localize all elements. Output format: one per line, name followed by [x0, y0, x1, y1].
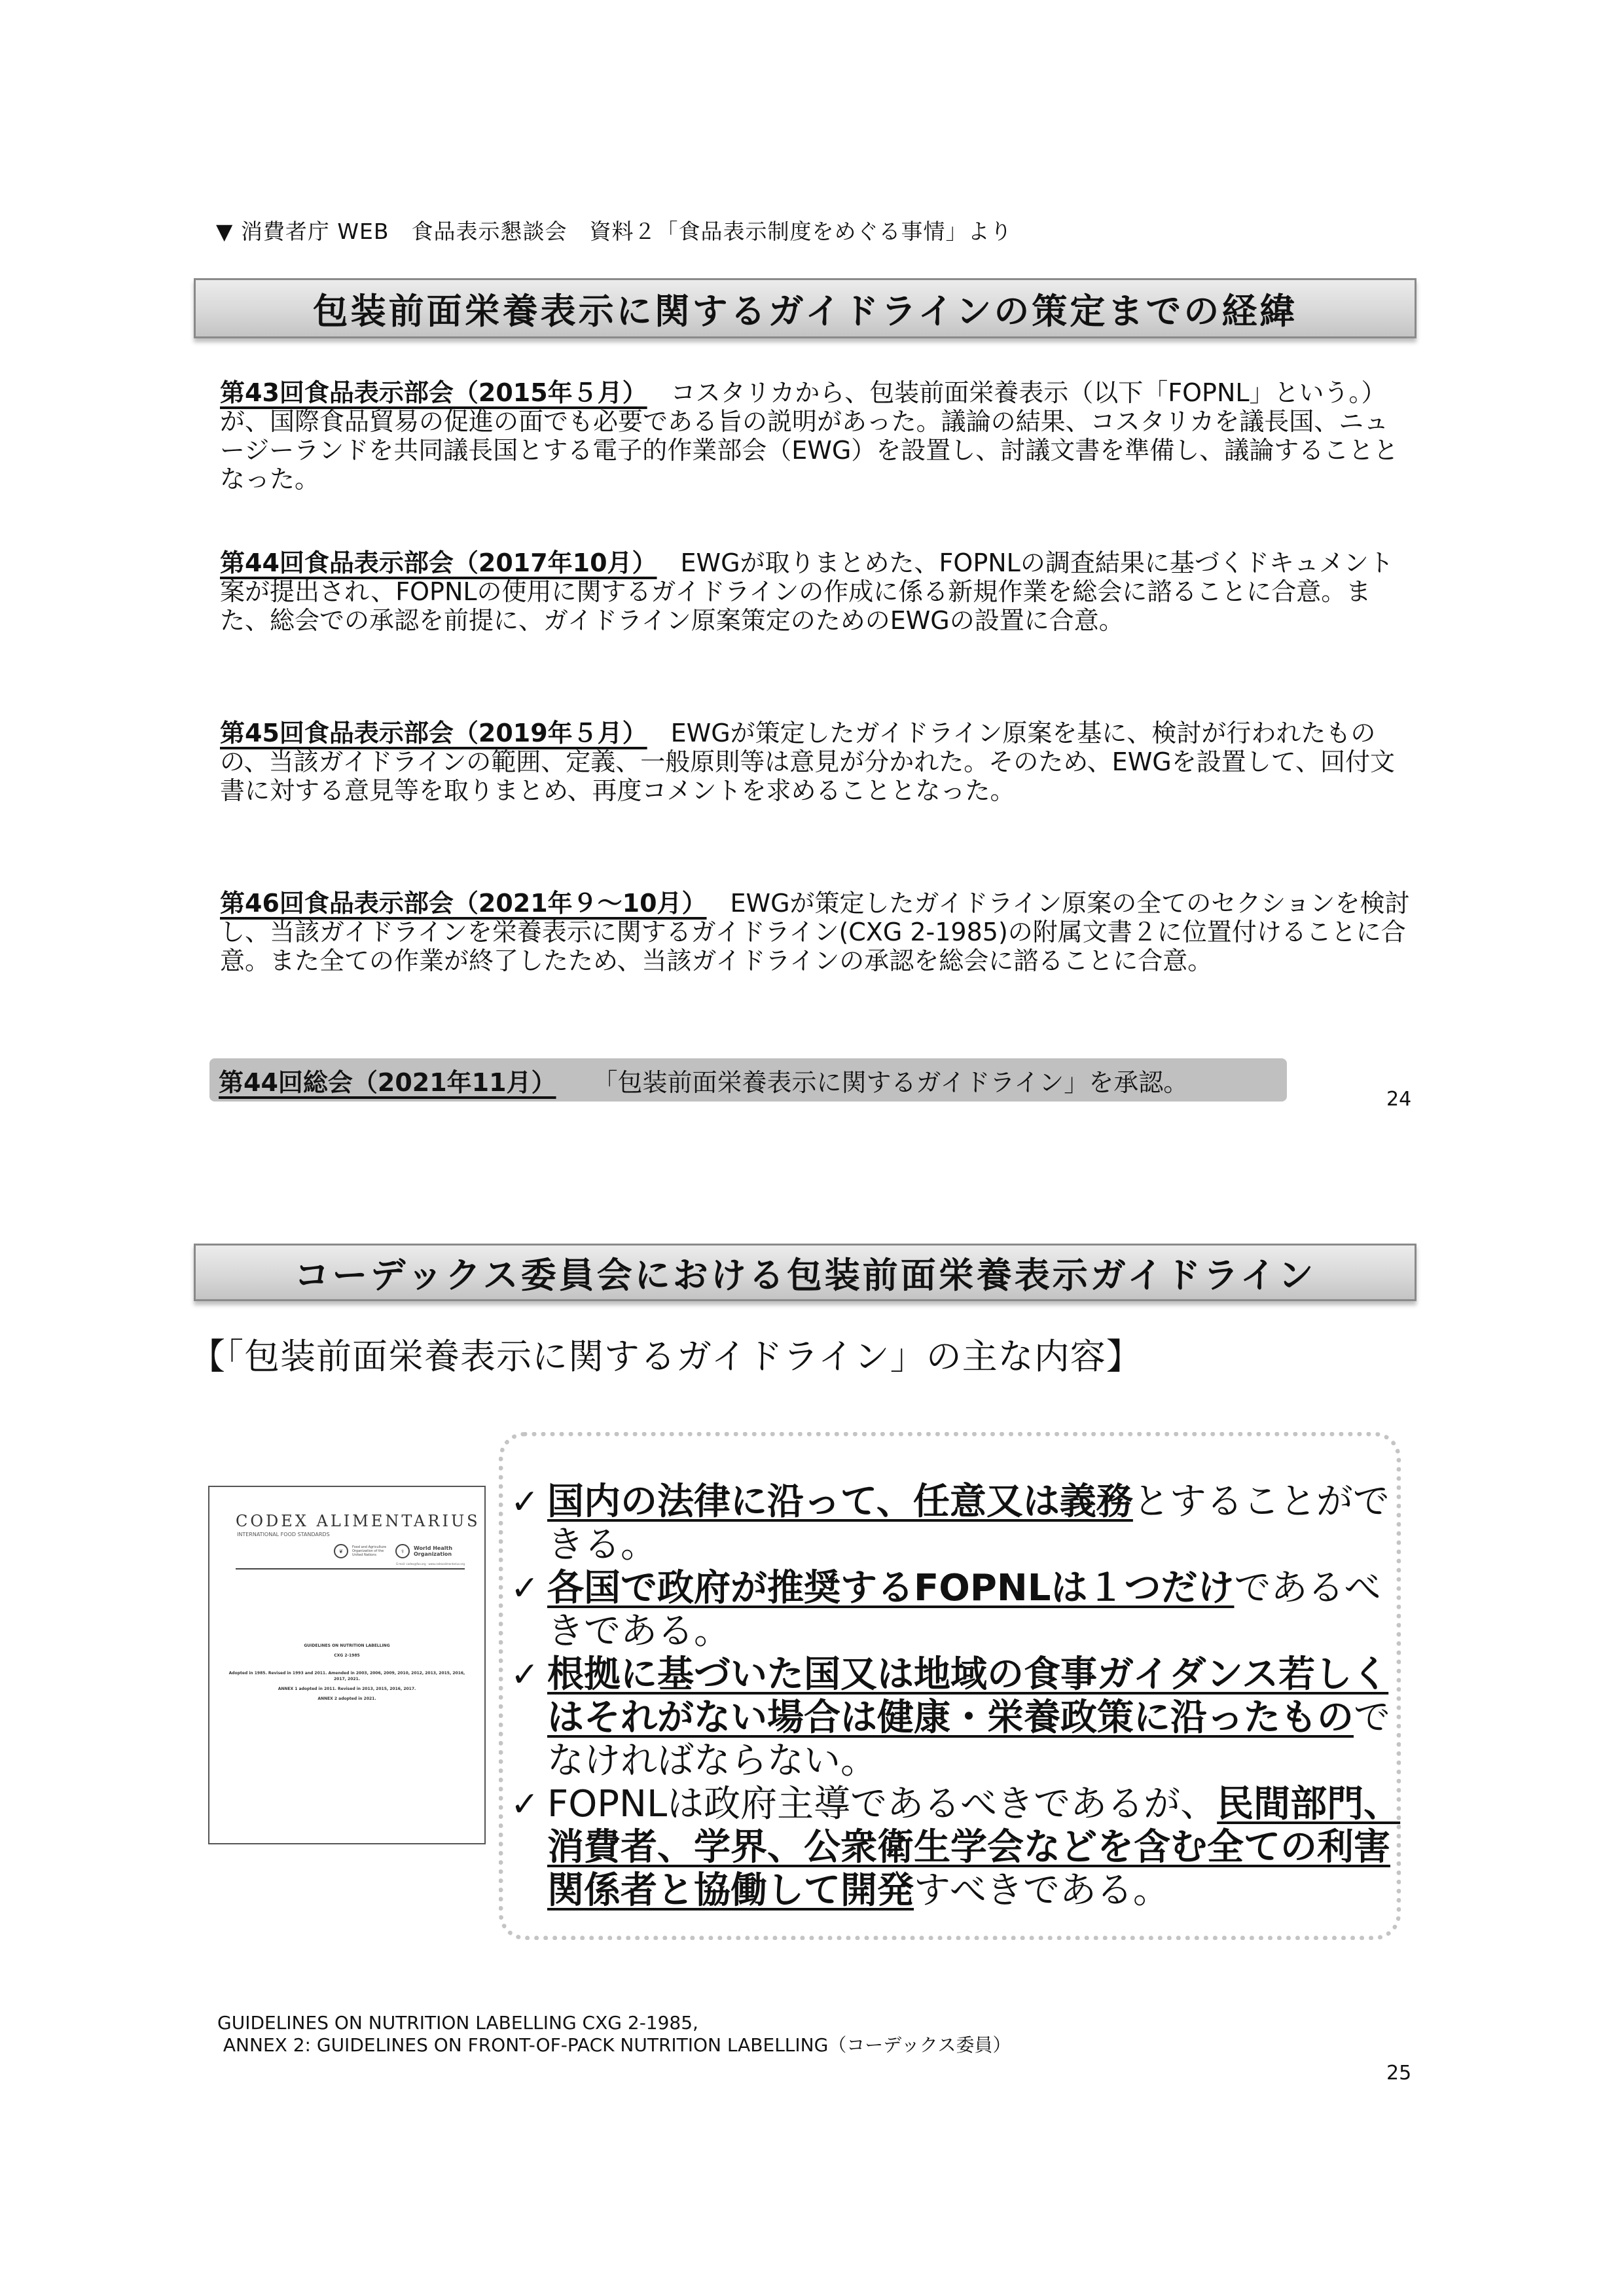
check-icon: ✓	[511, 1569, 539, 1608]
highlight-text: 「包装前面栄養表示に関するガイドライン」を承認。	[592, 1067, 1189, 1097]
entry-text: EWGが取りまとめた、FOPNLの調査結果に基づくドキュメント案が提出され、FOPNLの使用に関するガイドラインの作成に係る新規作業を総会に諮ることに合意。また、総会での承認を前提に、ガイドライン原案策定のためのEWGの設置に合意。	[220, 548, 1394, 635]
key-points-list	[511, 1480, 1401, 1912]
key-point-pre: FOPNLは政府主導であるべきであるが、	[547, 1783, 1218, 1825]
slide24-title-bar	[194, 278, 1416, 338]
history-entry	[220, 719, 1411, 805]
key-point	[511, 1480, 1401, 1567]
entry-lead: 第46回食品表示部会（2021年９～10月）	[220, 889, 707, 918]
source-footnote	[217, 2012, 1011, 2056]
key-point-bold: 民間部門、消費者、学界、公衆衛生学会などを含む全ての利害関係者と協働して開発	[547, 1783, 1401, 1912]
key-point-bold: 各国で政府が推奨するFOPNLは１つだけ	[547, 1567, 1235, 1609]
entry-text: EWGが策定したガイドライン原案の全てのセクションを検討し、当該ガイドラインを栄養表示に関するガイドライン(CXG 2-1985)の附属文書２に位置付けることに合意。また全ての作業が終了したため、当該ガイドラインの承認を総会に諮ることに合意。	[220, 889, 1410, 975]
codex-doc-code: CXG 2-1985	[334, 1653, 360, 1658]
history-entry	[220, 889, 1411, 975]
codex-logos	[334, 1539, 465, 1563]
history-entry	[220, 548, 1411, 635]
slide25-title-bar	[194, 1244, 1416, 1301]
codex-document-info	[223, 1643, 471, 1706]
highlight-lead: 第44回総会（2021年11月）	[219, 1067, 556, 1097]
key-point-bold: 根拠に基づいた国又は地域の食事ガイダンス若しくはそれがない場合は健康・栄養政策に沿ったもの	[547, 1653, 1389, 1739]
key-point-rest: すべきである。	[914, 1869, 1170, 1912]
codex-email: E-mail: codex@fao.org - www.codexalimentarius.org	[396, 1562, 465, 1566]
entry-lead: 第45回食品表示部会（2019年５月）	[220, 719, 647, 747]
check-icon: ✓	[511, 1655, 539, 1695]
entry-text: コスタリカから、包装前面栄養表示（以下「FOPNL」という。）が、国際食品貿易の促進の面でも必要である旨の説明があった。議論の結果、コスタリカを議長国、ニュージーランドを共同議長国とする電子的作業部会（EWG）を設置し、討議文書を準備し、議論することとなった。	[220, 378, 1399, 493]
slide25-title: コーデックス委員会における包装前面栄養表示ガイドライン	[294, 1254, 1316, 1296]
entry-lead: 第43回食品表示部会（2015年５月）	[220, 378, 647, 407]
entry-lead: 第44回食品表示部会（2017年10月）	[220, 548, 657, 577]
history-entry	[220, 378, 1411, 493]
fao-name: Food and Agriculture Organization of the United Nations	[352, 1545, 387, 1557]
codex-doc-title: GUIDELINES ON NUTRITION LABELLING	[304, 1643, 390, 1648]
codex-subtitle: INTERNATIONAL FOOD STANDARDS	[237, 1532, 330, 1537]
codex-rule	[236, 1568, 465, 1570]
codex-adopted: Adopted in 1985. Revised in 1993 and 2011. Amended in 2003, 2006, 2009, 2010, 2012, 2013, 2015, 2016, 2017, 2021.	[228, 1671, 465, 1681]
codex-title: CODEX ALIMENTARIUS	[236, 1512, 480, 1530]
page-number: 24	[1386, 1088, 1412, 1111]
slide25-subtitle: 【「包装前面栄養表示に関するガイドライン」の主な内容】	[190, 1336, 1142, 1377]
key-point	[511, 1567, 1401, 1653]
key-point	[511, 1783, 1401, 1912]
key-point	[511, 1653, 1401, 1783]
entry-text: EWGが策定したガイドライン原案を基に、検討が行われたものの、当該ガイドラインの範囲、定義、一般原則等は意見が分かれた。そのため、EWGを設置して、回付文書に対する意見等を取りまとめ、再度コメントを求めることとなった。	[220, 719, 1395, 805]
footnote-line-1: GUIDELINES ON NUTRITION LABELLING CXG 2-1985,	[217, 2012, 698, 2034]
key-point-rest: でなければならない。	[547, 1696, 1390, 1782]
source-caption: ▼ 消費者庁 WEB 食品表示懇談会 資料２「食品表示制度をめぐる事情」より	[216, 219, 1013, 244]
who-name: World Health Organization	[414, 1545, 453, 1557]
footnote-line-2: ANNEX 2: GUIDELINES ON FRONT-OF-PACK NUTRITION LABELLING（コーデックス委員）	[217, 2034, 1011, 2056]
slide24-title: 包装前面栄養表示に関するガイドラインの策定までの経緯	[312, 290, 1298, 332]
key-point-rest: であるべきである。	[547, 1567, 1381, 1653]
codex-annex1: ANNEX 1 adopted in 2011. Revised in 2013, 2015, 2016, 2017.	[278, 1687, 416, 1691]
key-point-bold: 国内の法律に沿って、任意又は義務	[547, 1480, 1133, 1523]
general-assembly-highlight	[209, 1058, 1287, 1102]
fao-logo-icon: ❦	[334, 1544, 348, 1558]
who-logo-icon: ⚕	[395, 1544, 410, 1558]
check-icon: ✓	[511, 1785, 539, 1824]
page-number: 25	[1386, 2062, 1412, 2085]
codex-document-cover	[208, 1486, 486, 1844]
check-icon: ✓	[511, 1482, 539, 1522]
key-point-rest: とすることができる。	[547, 1480, 1390, 1566]
codex-annex2: ANNEX 2 adopted in 2021.	[317, 1696, 376, 1701]
